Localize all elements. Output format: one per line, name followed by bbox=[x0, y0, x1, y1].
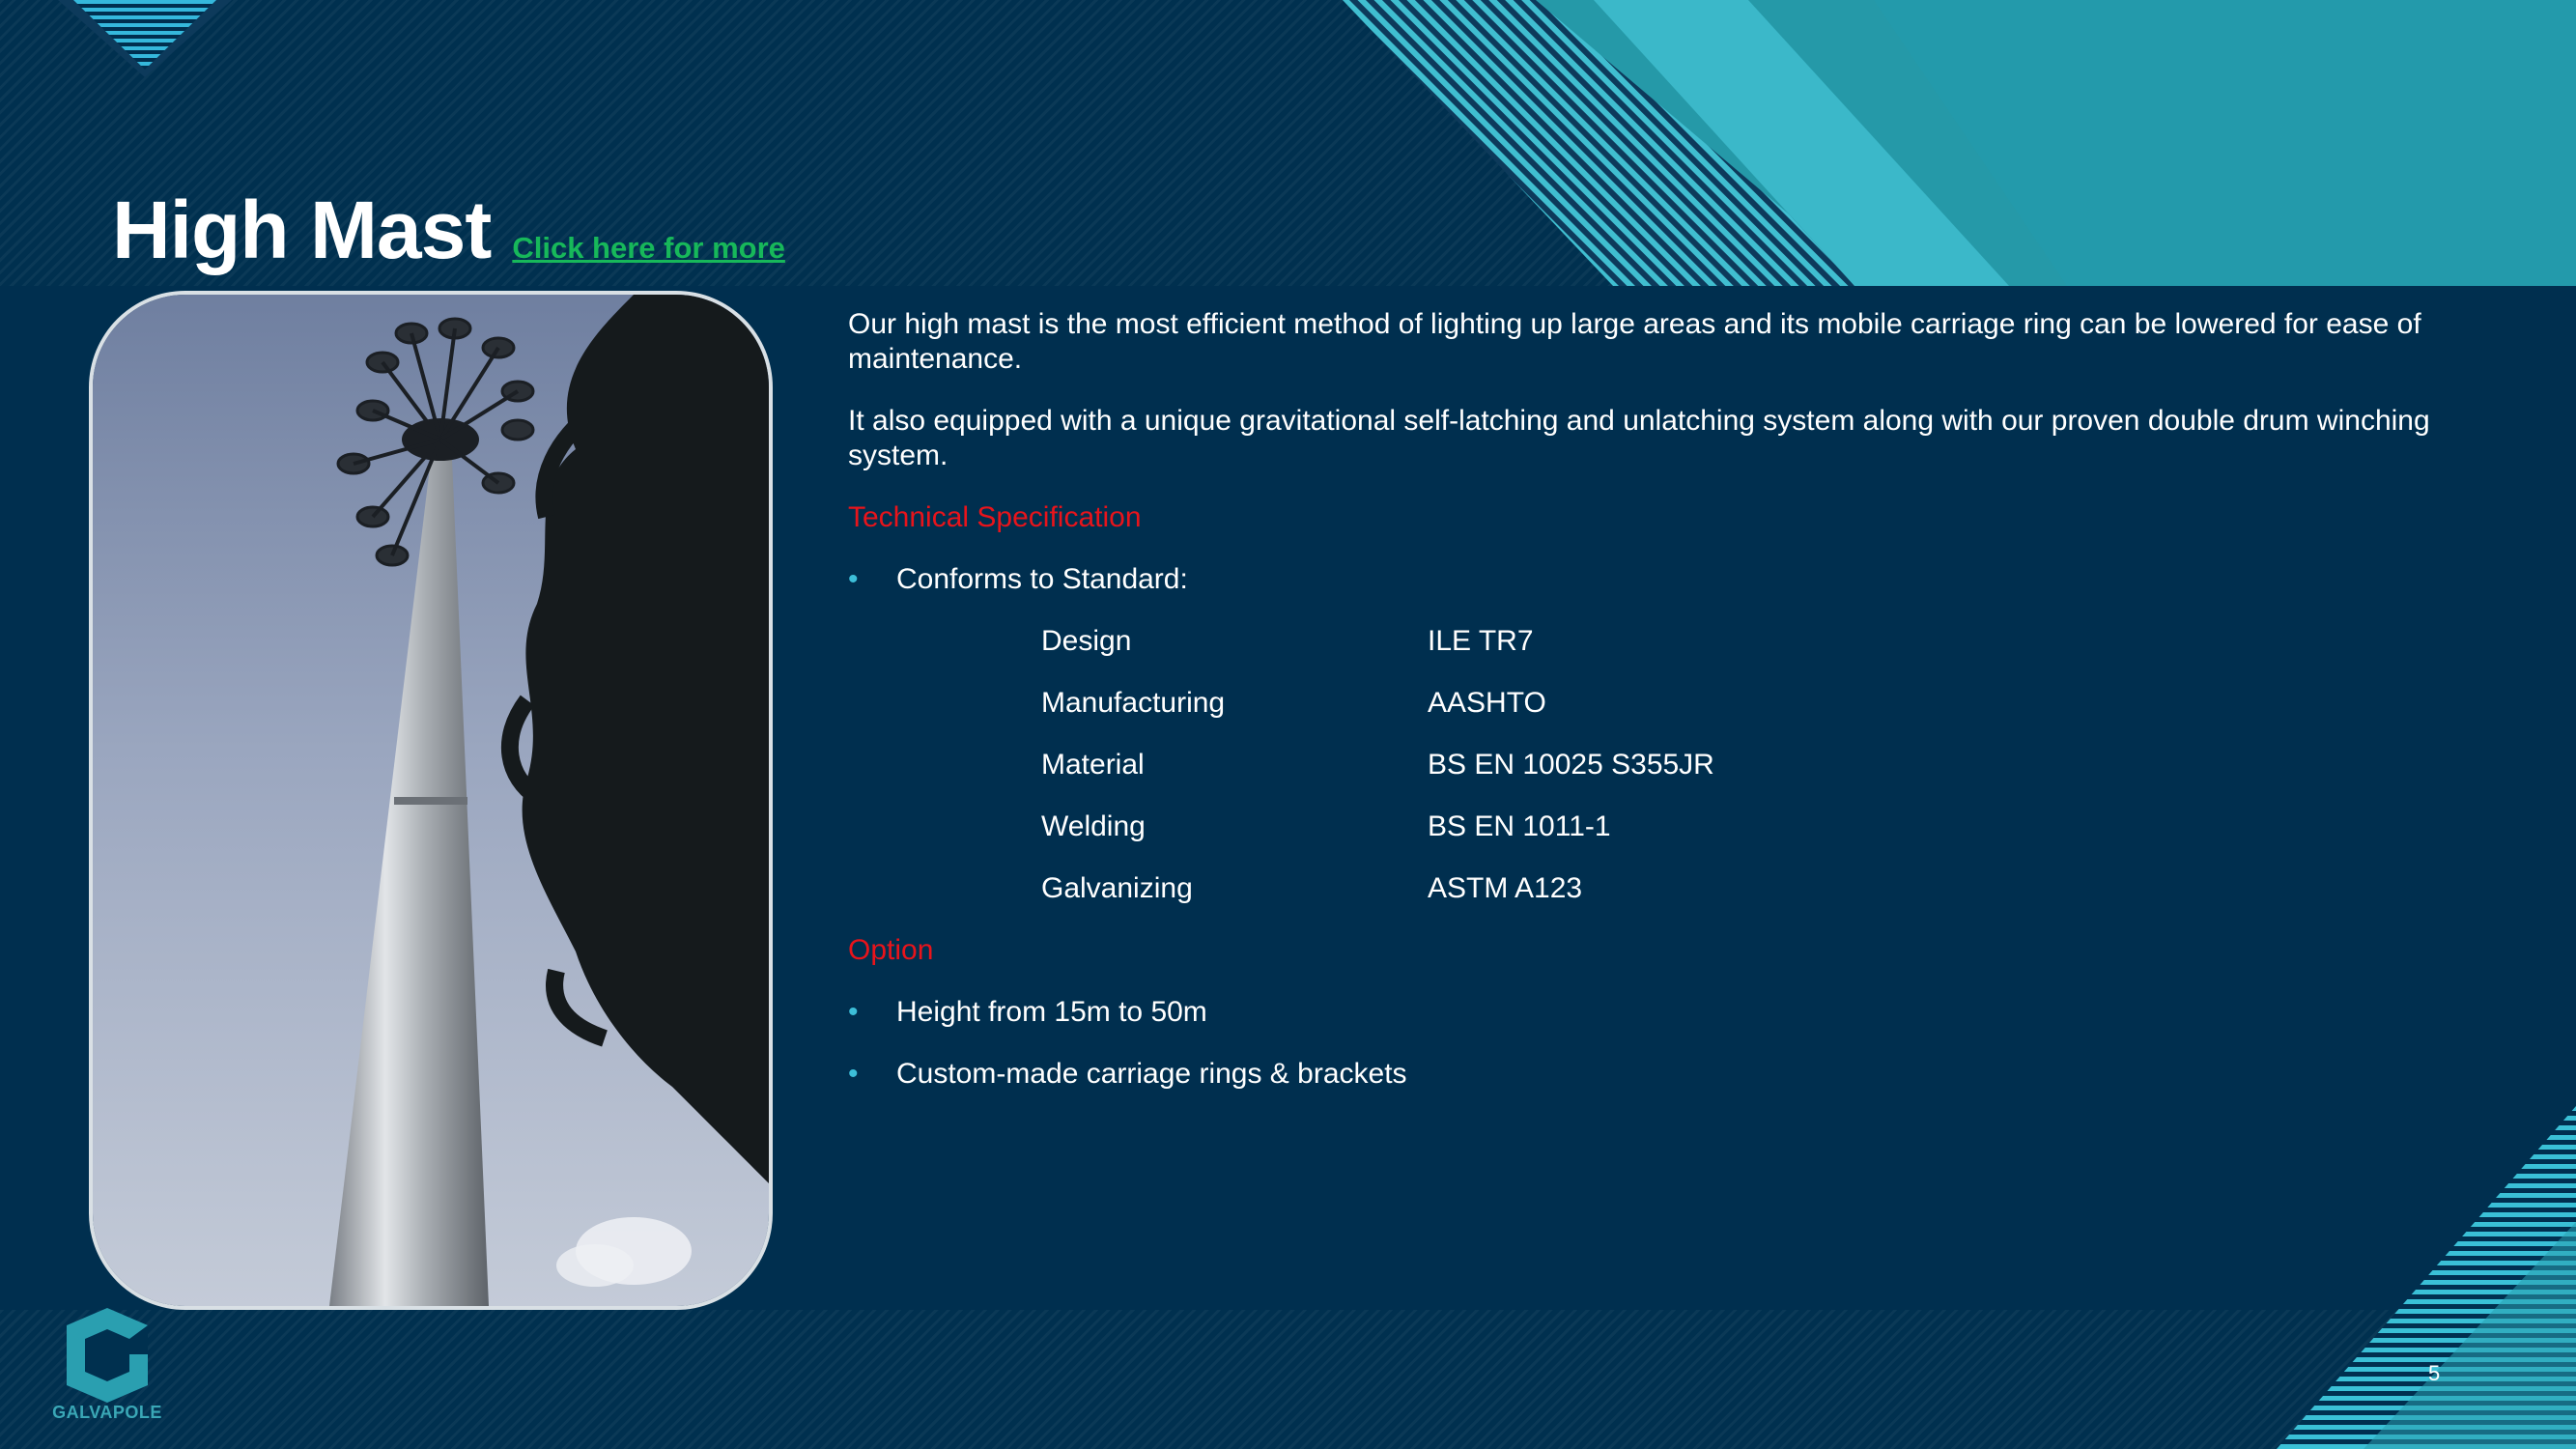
spec-value: BS EN 10025 S355JR bbox=[1428, 749, 1714, 781]
spec-row bbox=[848, 871, 2451, 906]
spec-key: Welding bbox=[1041, 810, 1146, 842]
spec-key: Design bbox=[1041, 625, 1132, 657]
top-right-teal-decoration bbox=[1333, 0, 2576, 286]
option-bullet: • Custom-made carriage rings & brackets bbox=[848, 1057, 2451, 1092]
conforms-standard-bullet: • Conforms to Standard: bbox=[848, 562, 2451, 597]
footer-band bbox=[0, 1310, 2576, 1449]
description-paragraph-2: It also equipped with a unique gravitational self-latching and unlatching system along with our proven double drum winching system. bbox=[848, 405, 2430, 471]
top-left-triangle-decoration bbox=[58, 0, 232, 79]
spec-value: ILE TR7 bbox=[1428, 625, 1534, 657]
spec-value: ASTM A123 bbox=[1428, 872, 1583, 904]
spec-row bbox=[848, 810, 2451, 844]
spec-row bbox=[848, 686, 2451, 721]
technical-specification-heading: Technical Specification bbox=[848, 501, 1142, 533]
option-heading: Option bbox=[848, 934, 934, 966]
click-here-link[interactable]: Click here for more bbox=[512, 231, 785, 265]
bottom-right-teal-decoration bbox=[2277, 1106, 2576, 1449]
spec-row bbox=[848, 748, 2451, 782]
description-paragraph-1: Our high mast is the most efficient method of lighting up large areas and its mobile carriage ring can be lowered for ease of maintenance. bbox=[848, 308, 2421, 375]
spec-value: BS EN 1011-1 bbox=[1428, 810, 1611, 842]
page-number: 5 bbox=[2428, 1361, 2441, 1385]
spec-key: Manufacturing bbox=[1041, 687, 1226, 719]
option-bullet: • Height from 15m to 50m bbox=[848, 995, 2451, 1030]
spec-value: AASHTO bbox=[1428, 687, 1546, 719]
slide-title: High Mast bbox=[112, 185, 492, 275]
brand-name: GALVAPOLE bbox=[52, 1403, 162, 1422]
spec-row bbox=[848, 624, 2451, 659]
spec-key: Galvanizing bbox=[1041, 872, 1193, 904]
high-mast-photo bbox=[93, 295, 769, 1306]
title-row bbox=[112, 184, 785, 277]
spec-key: Material bbox=[1041, 749, 1145, 781]
description-body bbox=[848, 307, 2451, 1119]
